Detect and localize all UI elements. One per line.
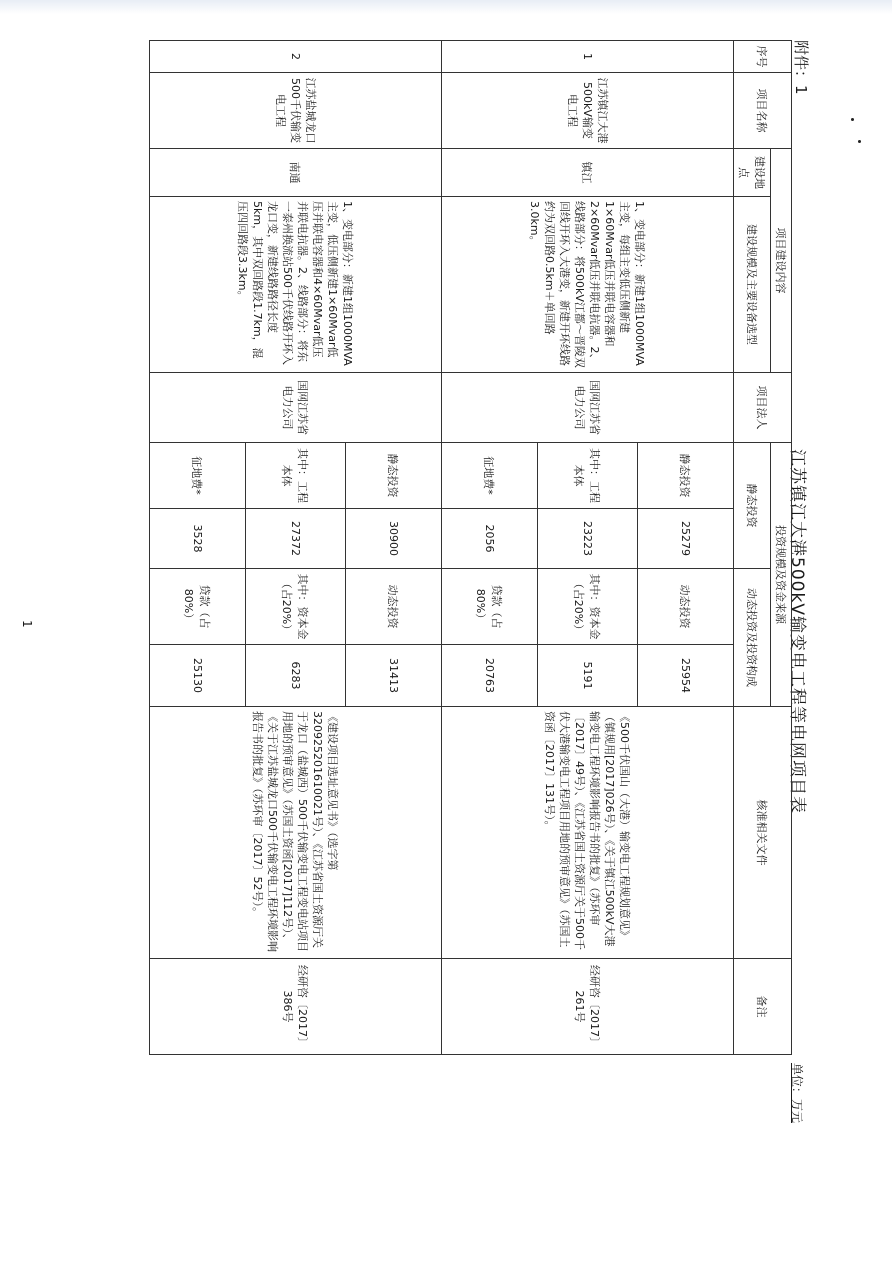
project-2-seq: 2: [150, 41, 442, 73]
project-1-static-value: 25279: [638, 509, 734, 569]
project-2-remarks: 经研咨〔2017〕386号: [150, 959, 442, 1055]
project-1-approval: 《500千伏国山（大港）输变电工程规划意见》（镇规用[2017]026号）、《关于镇江500kV大港输变电工程环境影响报告书的批复》（苏环审〔2017〕49号）、《江苏省国土资源厅关于500千伏大港输变电工程项目用地的预审意见》（苏国土资函〔2017〕131号）。: [442, 707, 734, 959]
project-1-seq: 1: [442, 41, 734, 73]
project-1-name: 江苏镇江大港500kV输变电工程: [442, 73, 734, 149]
project-1-static-sub2-label: 征地费*: [442, 443, 538, 509]
header-name: 项目名称: [734, 73, 792, 149]
header-content-group: 项目建设内容: [771, 149, 792, 373]
project-1-dynamic-sub2-value: 20763: [442, 645, 538, 707]
project-2-name: 江苏盐城龙口500千伏输变电工程: [150, 73, 442, 149]
project-1-static-sub2-value: 2056: [442, 509, 538, 569]
project-2-location: 南通: [150, 149, 442, 197]
attachment-label: 附件：1: [792, 40, 810, 95]
header-static: 静态投资: [734, 443, 771, 569]
header-seq: 序号: [734, 41, 792, 73]
project-1-static-sub1-label: 其中：工程本体: [538, 443, 638, 509]
project-2-dynamic-sub2-label: 贷款（占80%）: [150, 569, 246, 645]
project-1-dynamic-sub2-label: 贷款（占80%）: [442, 569, 538, 645]
project-2-static-value: 30900: [346, 509, 442, 569]
project-1-static-label: 静态投资: [638, 443, 734, 509]
header-dynamic: 动态投资及投资构成: [734, 569, 771, 707]
page-number: 1: [20, 620, 34, 628]
project-table: [149, 40, 792, 1055]
project-1-legal: 国网江苏省电力公司: [442, 373, 734, 443]
project-1-dynamic-label: 动态投资: [638, 569, 734, 645]
header-location: 建设地点: [734, 149, 771, 197]
project-1-dynamic-sub1-label: 其中：资本金（占20%）: [538, 569, 638, 645]
project-2-static-sub2-value: 3528: [150, 509, 246, 569]
project-2-dynamic-sub2-value: 25130: [150, 645, 246, 707]
page-title: 江苏镇江大港500kV输变电工程等电网项目表: [787, 449, 807, 814]
project-1-dynamic-value: 25954: [638, 645, 734, 707]
project-2-dynamic-sub1-label: 其中：资本金（占20%）: [246, 569, 346, 645]
project-2-dynamic-sub1-value: 6283: [246, 645, 346, 707]
header-scale: 建设规模及主要设备选型: [734, 197, 771, 373]
unit-label: 单位：万元: [790, 1062, 804, 1123]
project-2-static-sub2-label: 征地费*: [150, 443, 246, 509]
project-2-dynamic-value: 31413: [346, 645, 442, 707]
project-2-approval: 《建设项目选址意见书》（选字第320925201610021号）、《江苏省国土资源厅关于龙口（盐城西）500千伏输变电工程变电站项目用地的预审意见》（苏国土资函[2017]112号）、《关于江苏盐城龙口500千伏输变电工程环境影响报告书的批复》（苏环审〔2017〕52号）。: [150, 707, 442, 959]
project-1-dynamic-sub1-value: 5191: [538, 645, 638, 707]
header-invest-group: 投资规模及资金来源: [771, 443, 792, 707]
project-2-static-label: 静态投资: [346, 443, 442, 509]
project-1-static-sub1-value: 23223: [538, 509, 638, 569]
project-1-location: 镇江: [442, 149, 734, 197]
project-2-scale: 1、变电部分：新建1组1000MVA主变，低压侧新建1×60Mvar低压并联电容器和4×60Mvar低压并联电抗器。2、线路部分：将东一泰州换流站500千伏线路开环入龙口变，新建线路路径长度5km，其中双回路段1.7km，混压四回路段3.3km。: [150, 197, 442, 373]
project-2-legal: 国网江苏省电力公司: [150, 373, 442, 443]
project-1-remarks: 经研咨〔2017〕261号: [442, 959, 734, 1055]
header-remarks: 备注: [734, 959, 792, 1055]
header-approval: 核准相关文件: [734, 707, 792, 959]
project-1-scale: 1、变电部分：新建1组1000MVA主变，每组主变低压侧新建1×60Mvar低压并联电容器和2×60Mvar低压并联电抗器。2、线路部分：将500kV江都～晋陵双回线开环入大港变，新建开环线路约为双回路0.5km＋单回路3.0km。: [442, 197, 734, 373]
project-2-static-sub1-label: 其中：工程本体: [246, 443, 346, 509]
project-2-static-sub1-value: 27372: [246, 509, 346, 569]
project-2-dynamic-label: 动态投资: [346, 569, 442, 645]
header-legal: 项目法人: [734, 373, 792, 443]
scan-speck: [858, 140, 861, 143]
scan-speck: [851, 118, 854, 121]
